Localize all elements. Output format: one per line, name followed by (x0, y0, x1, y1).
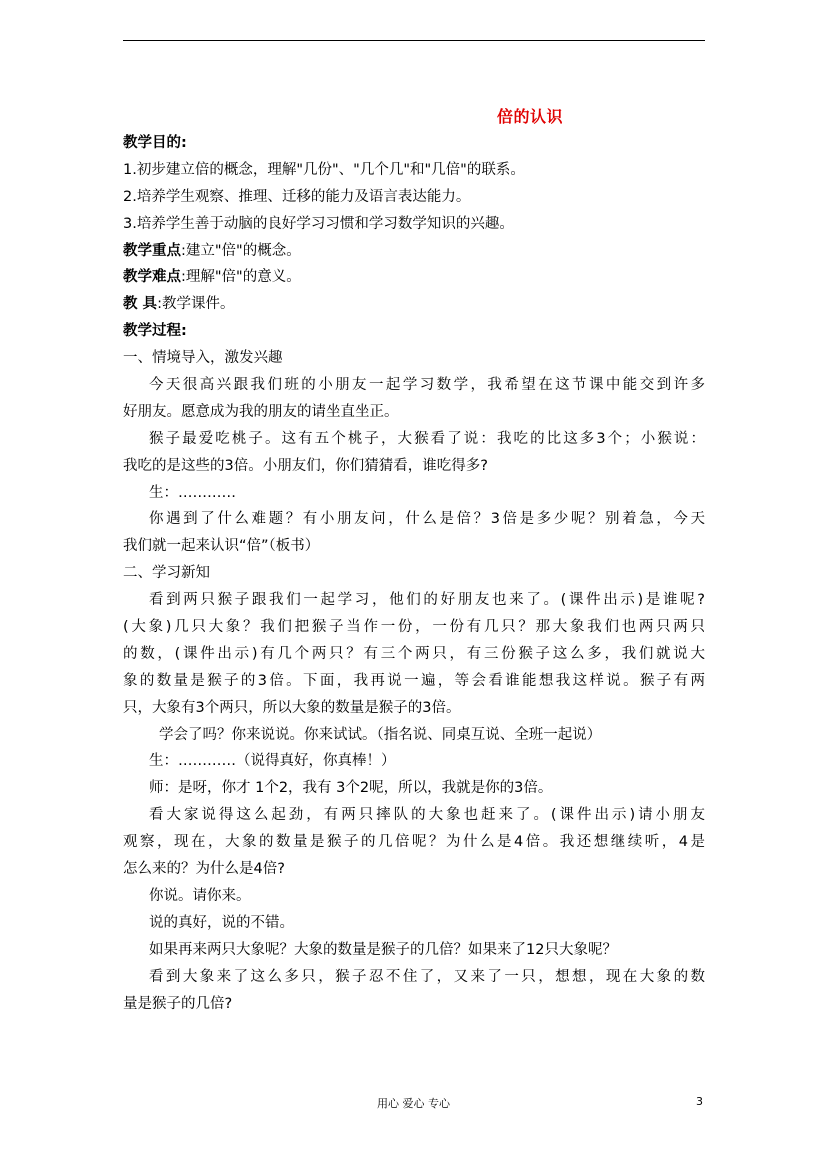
paragraph-line: 怎么来的？为什么是4倍? (123, 861, 285, 878)
paragraph-line: 生：…………（说得真好，你真棒！） (149, 753, 396, 770)
difficulty-text: :理解"倍"的意义。 (181, 269, 301, 286)
key-point-text: :建立"倍"的概念。 (181, 242, 301, 259)
goal-heading: 教学目的: (123, 135, 187, 151)
page-number: 3 (696, 1095, 703, 1108)
section-heading: 二、学习新知 (123, 565, 210, 582)
paragraph-line: 只，大象有3个两只，所以大象的数量是猴子的3倍。 (123, 699, 461, 716)
tools-label: 教 具 (123, 296, 158, 313)
goal-item: 1.初步建立倍的概念，理解"几份"、"几个几"和"几倍"的联系。 (123, 161, 525, 178)
paragraph-line: 师：是呀，你才 1个2，我有 3个2呢，所以，我就是你的3倍。 (149, 780, 553, 797)
goal-item: 2.培养学生观察、推理、迁移的能力及语言表达能力。 (123, 188, 471, 205)
paragraph-line: 如果再来两只大象呢？大象的数量是猴子的几倍？如果来了12只大象呢？ (149, 941, 617, 958)
paragraph-line: 说的真好，说的不错。 (149, 914, 294, 931)
process-heading: 教学过程: (123, 323, 187, 340)
tools-text: :教学课件。 (157, 296, 235, 313)
paragraph-line: 看到两只猴子跟我们一起学习，他们的好朋友也来了。(课件出示)是谁呢? (149, 592, 705, 609)
paragraph-line: 猴子最爱吃桃子。这有五个桃子，大猴看了说：我吃的比这多3个；小猴说： (149, 430, 705, 447)
key-point-label: 教学重点 (123, 242, 181, 259)
paragraph-line: (大象)几只大象？我们把猴子当作一份，一份有几只？那大象我们也两只两只 (123, 619, 705, 636)
paragraph-line: 象的数量是猴子的3倍。下面，我再说一遍，等会看谁能想我这样说。猴子有两 (123, 672, 705, 689)
footer-text: 用心 爱心 专心 (377, 1097, 450, 1110)
paragraph-line: 我吃的是这些的3倍。小朋友们，你们猜猜看，谁吃得多? (123, 457, 488, 474)
goal-item: 3.培养学生善于动脑的良好学习习惯和学习数学知识的兴趣。 (123, 215, 514, 232)
paragraph-line: 学会了吗？你来说说。你来试试。（指名说、同桌互说、全班一起说） (159, 726, 602, 743)
paragraph-line: 好朋友。愿意成为我的朋友的请坐直坐正。 (123, 403, 399, 420)
paragraph-line: 今天很高兴跟我们班的小朋友一起学习数学，我希望在这节课中能交到许多 (149, 377, 705, 394)
document-body (123, 130, 705, 1017)
document-title: 倍的认识 (496, 107, 563, 126)
paragraph-line: 你遇到了什么难题？有小朋友问，什么是倍？3倍是多少呢？别着急，今天 (149, 511, 705, 528)
paragraph-line: 你说。请你来。 (149, 887, 251, 904)
paragraph-line: 观察，现在，大象的数量是猴子的几倍呢？为什么是4倍。我还想继续听，4是 (123, 834, 705, 851)
paragraph-line: 看大家说得这么起劲，有两只摔队的大象也赶来了。(课件出示)请小朋友 (149, 807, 705, 824)
paragraph-line: 我们就一起来认识“倍”（板书） (123, 538, 320, 555)
header-rule (123, 40, 705, 41)
tools (123, 291, 705, 318)
section-heading: 一、情境导入，激发兴趣 (123, 350, 283, 367)
paragraph-line: 量是猴子的几倍? (123, 995, 233, 1012)
difficulty-point (123, 264, 705, 291)
difficulty-label: 教学难点 (123, 269, 181, 286)
key-point (123, 238, 705, 265)
paragraph-line: 看到大象来了这么多只，猴子忍不住了，又来了一只，想想，现在大象的数 (149, 968, 705, 985)
paragraph-line: 生：………… (149, 484, 236, 501)
paragraph-line: 的数，(课件出示)有几个两只？有三个两只，有三份猴子这么多，我们就说大 (123, 645, 705, 662)
